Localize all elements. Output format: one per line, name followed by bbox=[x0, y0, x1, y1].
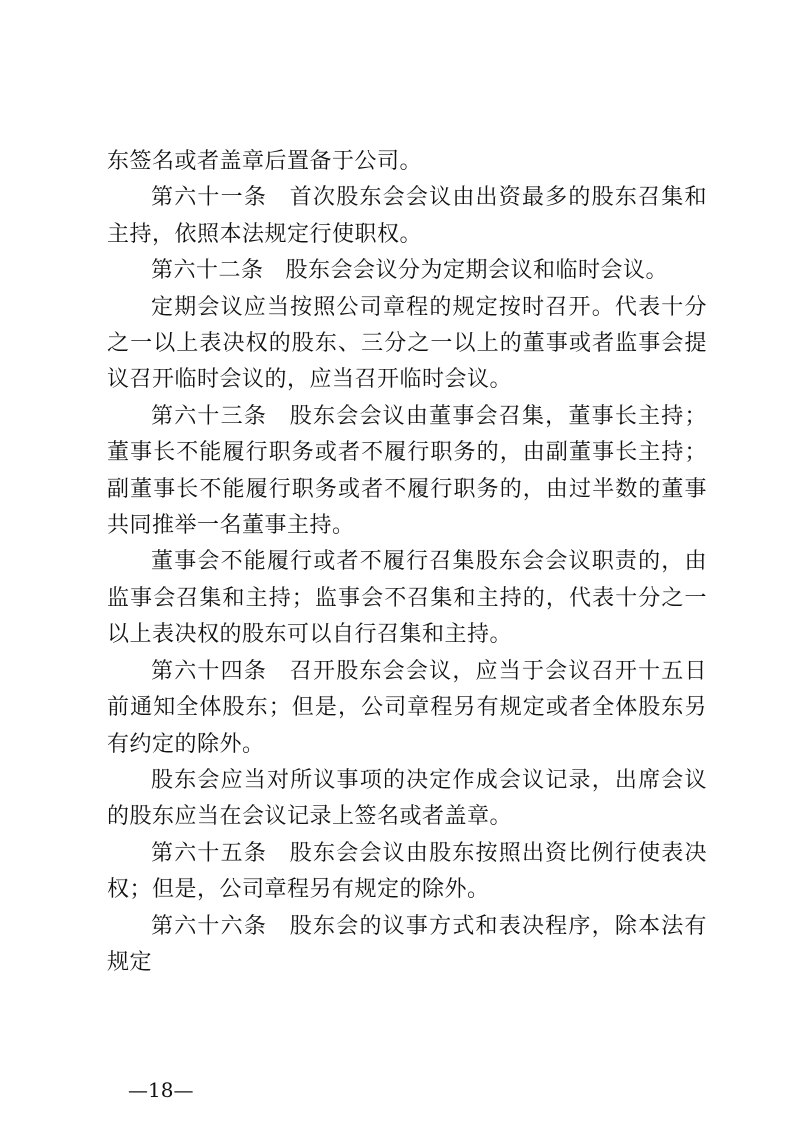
paragraph-text: 首次股东会会议由出资最多的股东召集和主持，依照本法规定行使职权。 bbox=[107, 185, 707, 247]
paragraph-text: 股东会应当对所议事项的决定作成会议记录，出席会议的股东应当在会议记录上签名或者盖章。 bbox=[107, 767, 707, 830]
paragraph-continuation bbox=[107, 144, 707, 180]
article-number: 第六十一条 bbox=[151, 185, 268, 211]
paragraph-text: 股东会会议分为定期会议和临时会议。 bbox=[285, 258, 669, 284]
paragraph-text: 董事会不能履行或者不履行召集股东会会议职责的，由监事会召集和主持；监事会不召集和主持的，代表十分之一以上表决权的股东可以自行召集和主持。 bbox=[107, 549, 707, 648]
article-number: 第六十五条 bbox=[151, 840, 268, 866]
article-66 bbox=[107, 909, 707, 982]
article-number: 第六十三条 bbox=[151, 403, 268, 429]
paragraph-text: 召开股东会会议，应当于会议召开十五日前通知全体股东；但是，公司章程另有规定或者全体股东另有约定的除外。 bbox=[107, 658, 707, 757]
article-number: 第六十四条 bbox=[151, 658, 268, 684]
article-number: 第六十二条 bbox=[151, 258, 264, 284]
article-64 bbox=[107, 654, 707, 763]
paragraph-board-failure bbox=[107, 544, 707, 653]
paragraph-text: 东签名或者盖章后置备于公司。 bbox=[107, 149, 423, 174]
article-61 bbox=[107, 180, 707, 253]
paragraph-text: 股东会会议由股东按照出资比例行使表决权；但是，公司章程另有规定的除外。 bbox=[107, 840, 707, 903]
body-text bbox=[107, 144, 707, 981]
page-number: —18— bbox=[128, 1078, 194, 1102]
paragraph-text: 股东会的议事方式和表决程序，除本法有规定 bbox=[107, 913, 707, 975]
paragraph-meeting-minutes bbox=[107, 763, 707, 836]
article-number: 第六十六条 bbox=[151, 913, 268, 939]
paragraph-text: 股东会会议由董事会召集，董事长主持；董事长不能履行职务或者不履行职务的，由副董事长主持；副董事长不能履行职务或者不履行职务的，由过半数的董事共同推举一名董事主持。 bbox=[107, 403, 707, 539]
paragraph-text: 定期会议应当按照公司章程的规定按时召开。代表十分之一以上表决权的股东、三分之一以上的董事或者监事会提议召开临时会议的，应当召开临时会议。 bbox=[107, 294, 707, 393]
article-63 bbox=[107, 399, 707, 545]
article-62 bbox=[107, 253, 707, 289]
article-65 bbox=[107, 836, 707, 909]
paragraph-regular-meetings bbox=[107, 290, 707, 399]
